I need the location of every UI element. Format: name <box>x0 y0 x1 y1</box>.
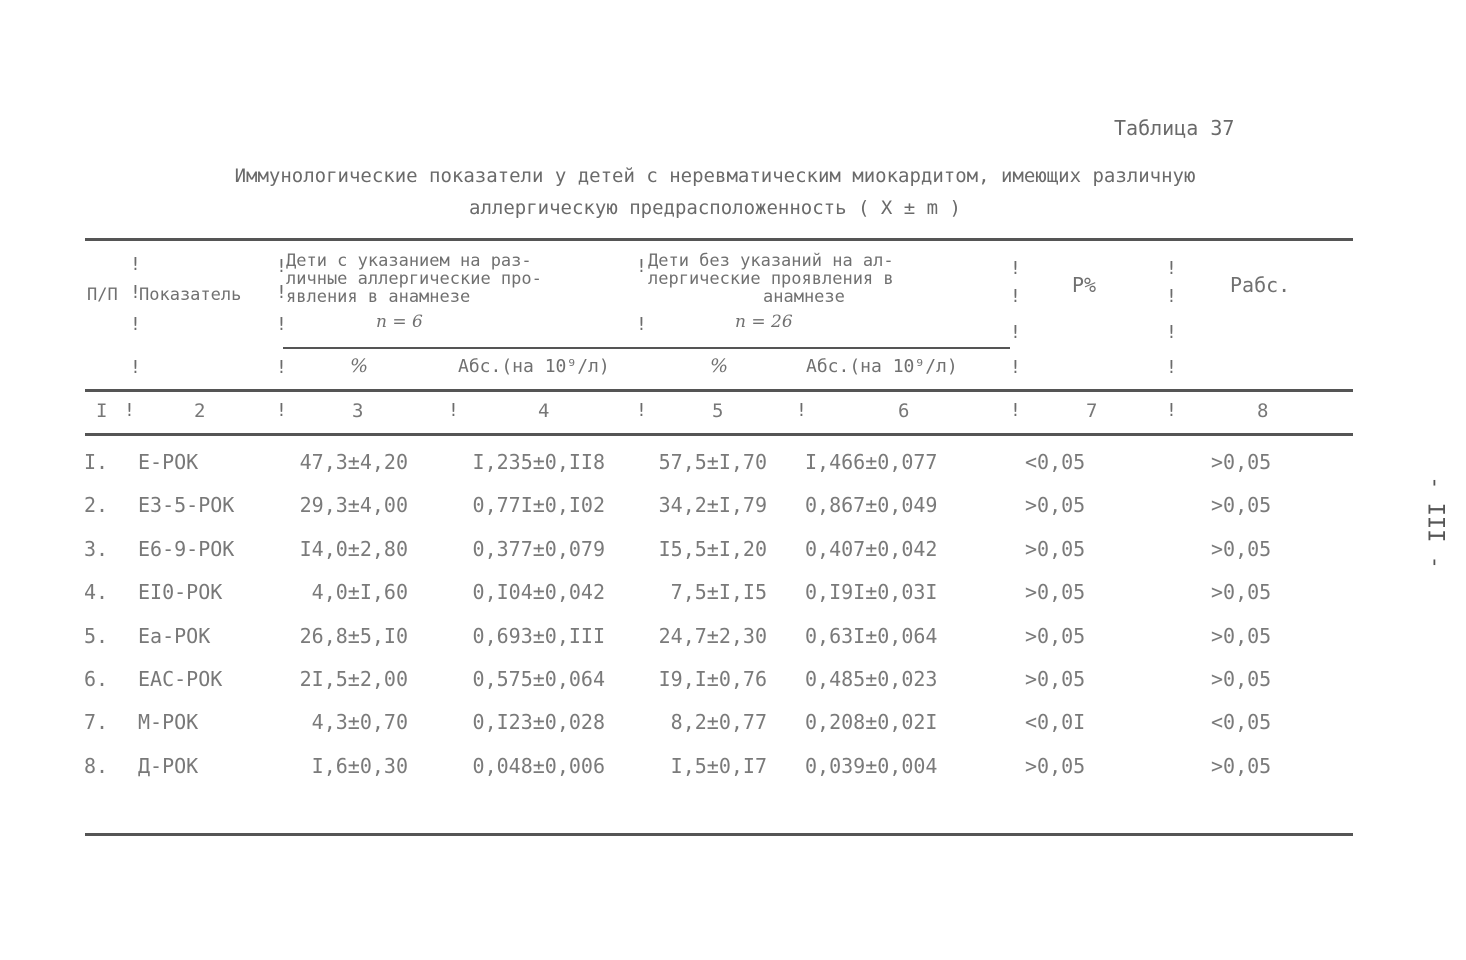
separator-mark: ! <box>1166 400 1177 421</box>
separator-mark: ! <box>1010 258 1021 279</box>
cell-abs-nonallergic: 0,I9I±0,03I <box>805 580 938 604</box>
separator-mark: ! <box>276 357 287 378</box>
row-indicator: Еа-РОК <box>138 624 211 648</box>
separator-mark: ! <box>1010 322 1021 343</box>
col-number-6: 6 <box>898 400 910 422</box>
col-number-1: I <box>96 400 108 422</box>
numbers-rule <box>85 433 1353 436</box>
separator-mark: ! <box>636 400 647 421</box>
separator-mark: ! <box>276 400 287 421</box>
cell-p-abs: >0,05 <box>1211 580 1272 604</box>
header-p-abs: Pабс. <box>1230 273 1291 297</box>
cell-abs-nonallergic: 0,039±0,004 <box>805 754 938 778</box>
table-title <box>150 160 1280 224</box>
group-subrule <box>283 347 1010 349</box>
row-indicator: Е6-9-РОК <box>138 537 235 561</box>
cell-pct-allergic: 4,0±I,60 <box>311 580 408 604</box>
row-index: 4. <box>84 580 109 604</box>
separator-mark: ! <box>1166 258 1177 279</box>
cell-pct-nonallergic: I9,I±0,76 <box>658 667 767 691</box>
col-number-3: 3 <box>352 400 364 422</box>
separator-mark: ! <box>1010 286 1021 307</box>
row-indicator: М-РОК <box>138 710 199 734</box>
cell-p-abs: >0,05 <box>1211 450 1272 474</box>
cell-abs-nonallergic: 0,208±0,02I <box>805 710 938 734</box>
row-index: 3. <box>84 537 109 561</box>
cell-p-abs: >0,05 <box>1211 537 1272 561</box>
separator-mark: ! <box>636 314 647 335</box>
cell-p-pct: >0,05 <box>1025 754 1086 778</box>
title-line-2: аллергическую предрасположенность ( X ± m ) <box>469 197 961 219</box>
cell-pct-nonallergic: 24,7±2,30 <box>658 624 767 648</box>
cell-abs-allergic: 0,048±0,006 <box>472 754 605 778</box>
cell-p-abs: <0,05 <box>1211 710 1272 734</box>
header-rule <box>85 389 1353 392</box>
separator-mark: ! <box>130 282 141 303</box>
row-index: I. <box>84 450 109 474</box>
col-number-2: 2 <box>194 400 206 422</box>
cell-abs-allergic: 0,575±0,064 <box>472 667 605 691</box>
cell-p-pct: >0,05 <box>1025 493 1086 517</box>
cell-p-abs: >0,05 <box>1211 667 1272 691</box>
cell-pct-nonallergic: 8,2±0,77 <box>670 710 767 734</box>
row-index: 7. <box>84 710 109 734</box>
separator-mark: ! <box>448 400 459 421</box>
row-index: 6. <box>84 667 109 691</box>
header-col-num: П/П <box>87 285 118 305</box>
group2-n: n = 26 <box>735 312 793 332</box>
cell-pct-allergic: 47,3±4,20 <box>299 450 408 474</box>
header-col-indicator: Показатель <box>139 285 242 305</box>
cell-abs-allergic: 0,693±0,III <box>472 624 605 648</box>
subheader-pct-2: % <box>710 355 729 377</box>
bottom-rule <box>85 833 1353 836</box>
cell-abs-allergic: I,235±0,II8 <box>472 450 605 474</box>
separator-mark: ! <box>1166 286 1177 307</box>
group2-line1: Дети без указаний на ал- <box>648 251 894 271</box>
cell-pct-allergic: I,6±0,30 <box>311 754 408 778</box>
subheader-abs-1: Абс.(на 10⁹/л) <box>458 356 610 377</box>
separator-mark: ! <box>796 400 807 421</box>
cell-p-pct: <0,0I <box>1025 710 1086 734</box>
subheader-pct-1: % <box>350 355 369 377</box>
cell-p-pct: >0,05 <box>1025 580 1086 604</box>
cell-pct-allergic: I4,0±2,80 <box>299 537 408 561</box>
cell-p-pct: >0,05 <box>1025 624 1086 648</box>
group1-line2: личные аллергические про- <box>286 269 542 289</box>
row-indicator: ЕАС-РОК <box>138 667 223 691</box>
row-index: 2. <box>84 493 109 517</box>
col-number-5: 5 <box>712 400 724 422</box>
row-index: 5. <box>84 624 109 648</box>
title-line-1: Иммунологические показатели у детей с неревматическим миокардитом, имеющих различную <box>234 165 1196 187</box>
header-p-pct: P% <box>1072 273 1097 297</box>
cell-abs-nonallergic: I,466±0,077 <box>805 450 938 474</box>
col-number-4: 4 <box>538 400 550 422</box>
row-indicator: ЕI0-РОК <box>138 580 223 604</box>
col-number-7: 7 <box>1086 400 1098 422</box>
separator-mark: ! <box>1010 357 1021 378</box>
separator-mark: ! <box>130 314 141 335</box>
cell-pct-allergic: 4,3±0,70 <box>311 710 408 734</box>
cell-pct-nonallergic: I5,5±I,20 <box>658 537 767 561</box>
table-label: Таблица 37 <box>1114 116 1235 140</box>
cell-p-abs: >0,05 <box>1211 493 1272 517</box>
cell-p-pct: >0,05 <box>1025 537 1086 561</box>
group1-n: n = 6 <box>376 312 423 332</box>
cell-abs-nonallergic: 0,407±0,042 <box>805 537 938 561</box>
cell-p-abs: >0,05 <box>1211 624 1272 648</box>
cell-abs-allergic: 0,I23±0,028 <box>472 710 605 734</box>
separator-mark: ! <box>1010 400 1021 421</box>
cell-pct-allergic: 26,8±5,I0 <box>299 624 408 648</box>
separator-mark: ! <box>124 400 135 421</box>
cell-pct-nonallergic: 57,5±I,70 <box>658 450 767 474</box>
separator-mark: ! <box>130 357 141 378</box>
cell-pct-allergic: 29,3±4,00 <box>299 493 408 517</box>
col-number-8: 8 <box>1257 400 1269 422</box>
separator-mark: ! <box>1166 357 1177 378</box>
separator-mark: ! <box>276 314 287 335</box>
cell-p-abs: >0,05 <box>1211 754 1272 778</box>
separator-mark: ! <box>636 256 647 277</box>
cell-abs-allergic: 0,377±0,079 <box>472 537 605 561</box>
group2-line2: лергические проявления в <box>648 269 894 289</box>
row-indicator: Е3-5-РОК <box>138 493 235 517</box>
cell-abs-nonallergic: 0,485±0,023 <box>805 667 938 691</box>
cell-abs-nonallergic: 0,867±0,049 <box>805 493 938 517</box>
cell-pct-nonallergic: I,5±0,I7 <box>670 754 767 778</box>
separator-mark: ! <box>276 256 287 277</box>
cell-pct-allergic: 2I,5±2,00 <box>299 667 408 691</box>
top-rule <box>85 238 1353 241</box>
cell-abs-allergic: 0,I04±0,042 <box>472 580 605 604</box>
group1-line3: явления в анамнезе <box>286 287 471 307</box>
row-indicator: Д-РОК <box>138 754 199 778</box>
separator-mark: ! <box>276 282 287 303</box>
subheader-abs-2: Абс.(на 10⁹/л) <box>806 356 958 377</box>
row-indicator: Е-РОК <box>138 450 199 474</box>
page-number: - III - <box>1422 476 1448 569</box>
row-index: 8. <box>84 754 109 778</box>
cell-pct-nonallergic: 34,2±I,79 <box>658 493 767 517</box>
cell-abs-allergic: 0,77I±0,I02 <box>472 493 605 517</box>
cell-abs-nonallergic: 0,63I±0,064 <box>805 624 938 648</box>
group1-line1: Дети с указанием на раз- <box>286 251 532 271</box>
separator-mark: ! <box>130 254 141 275</box>
cell-pct-nonallergic: 7,5±I,I5 <box>670 580 767 604</box>
group2-line3: анамнезе <box>763 287 845 307</box>
cell-p-pct: >0,05 <box>1025 667 1086 691</box>
separator-mark: ! <box>1166 322 1177 343</box>
cell-p-pct: <0,05 <box>1025 450 1086 474</box>
